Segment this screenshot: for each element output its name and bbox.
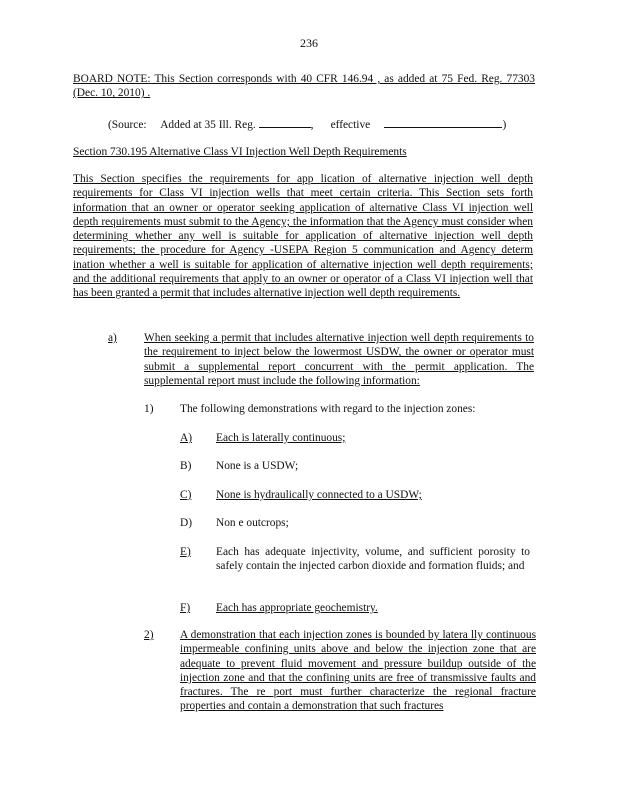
subsection-a-label: a) xyxy=(108,332,117,344)
page-number: 236 xyxy=(300,36,318,50)
register-blank xyxy=(259,116,311,128)
sub-item-text: Non e outcrops; xyxy=(216,517,289,529)
subsection-a-text: When seeking a permit that includes alternative injection well depth requirements to the requirement to inject below the lowermost USDW, the owner or operator must submit a supplemental report concurrent with the permit application. The supplemental report must include the following information: xyxy=(144,332,534,387)
sub-item-label: C) xyxy=(180,489,192,501)
sub-item-text: None is a USDW; xyxy=(216,460,299,472)
source-line xyxy=(108,116,506,132)
section-heading: Section 730.195 Alternative Class VI Injection Well Depth Requirements xyxy=(73,146,407,158)
sub-item-text: Each has adequate injectivity, volume, and sufficient porosity to safely contain the injected carbon dioxide and formation fluids; and xyxy=(216,546,530,573)
item-1-text: The following demonstrations with regard to the injection zones: xyxy=(180,403,476,415)
item-2-text: A demonstration that each injection zones is bounded by latera lly continuous impermeable confining units above and below the injection zone that are adequate to prevent fluid movement and pressure buildup outside of the injection zone and that the confining units are free of transmissive faults and fractures. The re port must further characterize the regional fracture properties and contain a demonstration that such fractures xyxy=(180,629,536,713)
item-1-label: 1) xyxy=(144,403,154,415)
sub-item-label: B) xyxy=(180,460,192,472)
item-2-label: 2) xyxy=(144,629,154,641)
source-effective: effective xyxy=(330,119,371,131)
source-prefix: (Source: xyxy=(108,119,147,131)
sub-item-label: D) xyxy=(180,517,193,529)
sub-item-label: F) xyxy=(180,602,191,614)
source-comma: , xyxy=(310,119,314,131)
board-note: BOARD NOTE: This Section corresponds with 40 CFR 146.94 , as added at 75 Fed. Reg. 77303 (Dec. 10, 2010) . xyxy=(73,73,535,100)
sub-item-label: E) xyxy=(180,546,191,558)
sub-item-text: Each has appropriate geochemistry. xyxy=(216,602,378,614)
source-close: ) xyxy=(502,119,507,131)
effective-date-blank xyxy=(384,116,502,128)
intro-paragraph: This Section specifies the requirements for app lication of alternative injection well depth requirements for Class VI injection wells that meet certain criteria. This Section sets forth information that an owner or operator seeking application of alternative Class VI injection well depth requirements must submit to the Agency; the information that the Agency must consider when determining whether any well is suitable for application of alternative injection well depth requirements; the procedure for Agency -USEPA Region 5 communication and Agency determ ination whether a well is suitable for application of alternative injection well depth requirements; and the additional requirements that apply to an owner or operator of a Class VI injection well that has been granted a permit that includes alternative injection well depth requirements. xyxy=(73,173,533,300)
sub-item-label: A) xyxy=(180,432,193,444)
sub-item-text: Each is laterally continuous; xyxy=(216,432,346,444)
source-added: Added at 35 Ill. Reg. xyxy=(160,119,256,131)
sub-item-text: None is hydraulically connected to a USDW; xyxy=(216,489,422,501)
